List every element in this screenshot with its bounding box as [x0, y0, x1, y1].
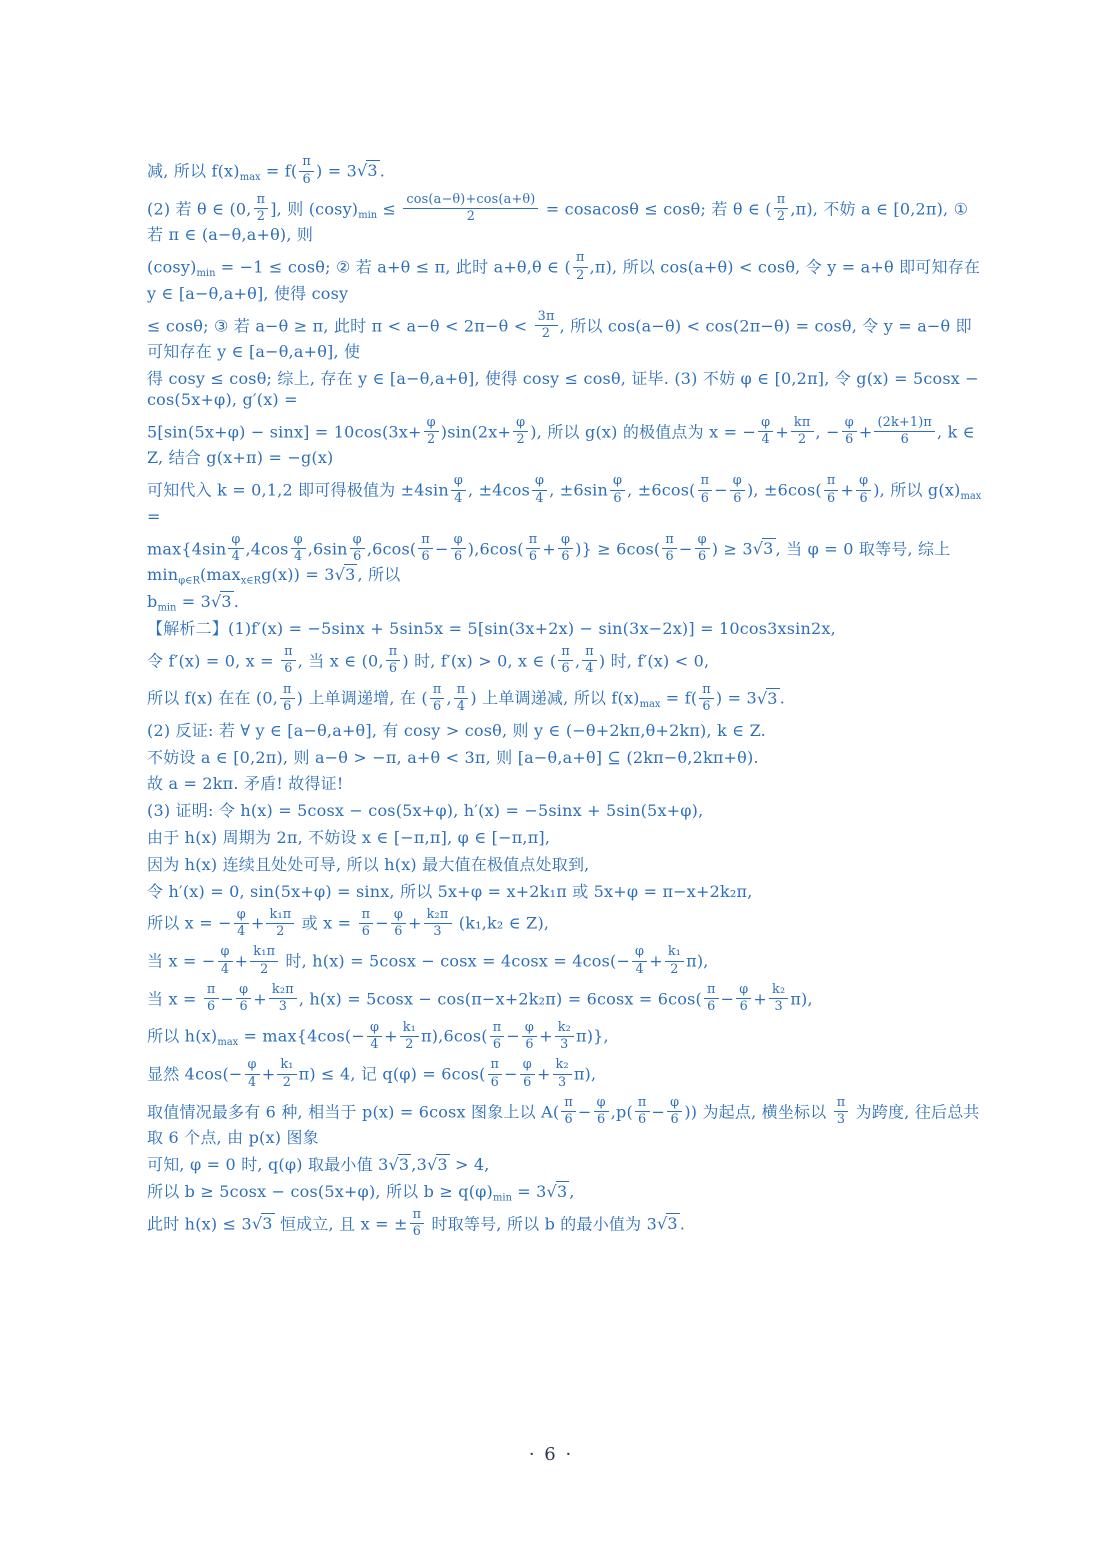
- text-line-5: 得 cosy ≤ cosθ; 综上, 存在 y ∈ [a−θ,a+θ], 使得 cosy ≤ cosθ, 证毕. (3) 不妨 φ ∈ [0,2π], 令 g(x) = 5cosx − cos(5x+φ), g′(x) =: [147, 369, 979, 409]
- text-line-22: 当 x = $\frac{\pi}{6}$ − $\frac{\varphi}{6}$ + $\frac{\text{k₂π}}{3}$ , h(x) = 5cosx − cos(π−x+2k₂π) = 6cosx = 6cos( $\frac{\pi}{6}$ − $\frac{\varphi}{6}$ + $\frac{\text{k₂}}{3}$ π),: [147, 982, 813, 1015]
- text-line-21: 当 x = − $\frac{\varphi}{4}$ + $\frac{\text{k₁π}}{2}$ 时, h(x) = 5cosx − cosx = 4cosx = 4cos(− $\frac{\varphi}{4}$ + $\frac{\text{k₁}}{2}$ π),: [147, 944, 709, 977]
- solution-text: [147, 156, 985, 1246]
- text-line-9: $b_{min} = 3√3$ .: [147, 591, 240, 614]
- text-line-11: 令 f′(x) = 0, x = $\frac{\pi}{6}$ , 当 x ∈ (0, $\frac{\pi}{6}$ ) 时, f′(x) > 0, x ∈ ( $\frac{\pi}{6}$ , $\frac{\pi}{4}$ ) 时, f′(x) < 0,: [147, 643, 710, 677]
- text-line-23: 所以 $h(x)_{max} = \max\{4\cos(-$ $\frac{\varphi}{4}$ + $\frac{\text{k₁}}{2}$ π),6cos( $\frac{\pi}{6}$ − $\frac{\varphi}{6}$ + $\frac{\text{k₂}}{3}$ π)},: [147, 1019, 609, 1053]
- text-line-28: 此时 h(x) ≤ 3√3 恒成立, 且 x = ± $\frac{\pi}{6}$ 时取等号, 所以 b 的最小值为 3√3 .: [147, 1207, 686, 1240]
- text-line-1: 减, 所以 $f(x)_{max} = f$( $\frac{\pi}{6}$ ) = 3√3 .: [147, 154, 386, 187]
- text-line-14: 不妨设 a ∈ [0,2π), 则 a−θ > −π, a+θ < 3π, 则 [a−θ,a+θ] ⊆ (2kπ−θ,2kπ+θ).: [147, 747, 759, 767]
- text-line-10: 【解析二】(1)f′(x) = −5sinx + 5sin5x = 5[sin(3x+2x) − sin(3x−2x)] = 10cos3xsin2x,: [147, 618, 836, 638]
- text-line-6: 5[sin(5x+φ) − sinx] = 10cos(3x+ $\frac{\varphi}{2}$ )sin(2x+ $\frac{\varphi}{2}$ ), 所以 g(x) 的极值点为 x = − $\frac{\varphi}{4}$ + $\frac{k\pi}{2}$ , − $\frac{\varphi}{6}$ + $\frac{(2k+1)\pi}{6}$ , k ∈ Z, 结合 g(x+π) = −g(x): [147, 414, 975, 468]
- text-line-7: 可知代入 k = 0,1,2 即可得极值为 ±4sin $\frac{\varphi}{4}$ , ±4cos $\frac{\varphi}{4}$ , ±6sin $\frac{\varphi}{6}$ , ±6cos( $\frac{\pi}{6}$ − $\frac{\varphi}{6}$ ), ±6cos( $\frac{\pi}{6}$ + $\frac{\varphi}{6}$ ), 所以 $g(x)_{max}$ =: [147, 473, 982, 526]
- text-line-16: (3) 证明: 令 h(x) = 5cosx − cos(5x+φ), h′(x) = −5sinx + 5sin(5x+φ),: [147, 801, 704, 821]
- page-number: · 6 ·: [528, 1444, 574, 1465]
- text-line-19: 令 h′(x) = 0, sin(5x+φ) = sinx, 所以 5x+φ = x+2k₁π 或 5x+φ = π−x+2k₂π,: [147, 881, 753, 901]
- text-line-4: ≤ cosθ; ③ 若 a−θ ≥ π, 此时 π < a−θ < 2π−θ < $\frac{3\pi}{2}$ , 所以 cos(a−θ) < cos(2π−θ) = cosθ, 令 y = a−θ 即可知存在 y ∈ [a−θ,a+θ], 使: [147, 308, 972, 362]
- text-line-20: 所以 x = − $\frac{\varphi}{4}$ + $\frac{\text{k₁π}}{2}$ 或 x = $\frac{\pi}{6}$ − $\frac{\varphi}{6}$ + $\frac{\text{k₂π}}{3}$ (k₁,k₂ ∈ Z),: [147, 906, 550, 940]
- text-line-3: $(\cos y)_{min} = -1 \le \cos\theta$; ② 若 a+θ ≤ π, 此时 a+θ,θ ∈ ( $\frac{\pi}{2}$ ,π), 所以 cos(a+θ) < cosθ, 令 y = a+θ 即可知存在 y ∈ [a−θ,a+θ], 使得 cosy: [147, 250, 981, 303]
- text-line-15: 故 a = 2kπ. 矛盾! 故得证!: [147, 774, 344, 794]
- text-line-12: 所以 f(x) 在在 (0, $\frac{\pi}{6}$ ) 上单调递增, 在 ( $\frac{\pi}{6}$ , $\frac{\pi}{4}$ ) 上单调递减, 所以 $f(x)_{max} = f$( $\frac{\pi}{6}$ ) = 3√3 .: [147, 681, 785, 714]
- text-line-27: 所以 b ≥ 5cosx − cos(5x+φ), 所以 $b \ge q(\varphi)_{min} = 3√3$ ,: [147, 1181, 575, 1204]
- text-line-18: 因为 h(x) 连续且处处可导, 所以 h(x) 最大值在极值点处取到,: [147, 854, 590, 874]
- text-line-24: 显然 4cos(− $\frac{\varphi}{4}$ + $\frac{\text{k₁}}{2}$ π) ≤ 4, 记 q(φ) = 6cos( $\frac{\pi}{6}$ − $\frac{\varphi}{6}$ + $\frac{\text{k₂}}{3}$ π),: [147, 1057, 597, 1090]
- text-line-26: 可知, φ = 0 时, q(φ) 取最小值 3√3 ,3√3 > 4,: [147, 1155, 490, 1175]
- text-line-17: 由于 h(x) 周期为 2π, 不妨设 x ∈ [−π,π], φ ∈ [−π,π],: [147, 828, 551, 848]
- text-line-13: (2) 反证: 若 ∀ y ∈ [a−θ,a+θ], 有 cosy > cosθ, 则 y ∈ (−θ+2kπ,θ+2kπ), k ∈ Z.: [147, 720, 766, 740]
- text-line-8: max{4sin $\frac{\varphi}{4}$ ,4cos $\frac{\varphi}{4}$ ,6sin $\frac{\varphi}{6}$ ,6cos( $\frac{\pi}{6}$ − $\frac{\varphi}{6}$ ),6cos( $\frac{\pi}{6}$ + $\frac{\varphi}{6}$ )} ≥ 6cos( $\frac{\pi}{6}$ − $\frac{\varphi}{6}$ ) ≥ 3√3 , 当 φ = 0 取等号, 综上 $\min_{\varphi\in R}(\max_{x\in R}g(x)) = 3√3$ , 所以: [147, 531, 951, 587]
- text-line-2: (2) 若 θ ∈ (0, $\frac{\pi}{2}$ ], 则 $(\cos y)_{min}$ ≤ $\frac{\cos(a-\theta)+\cos(a+\theta)}{2}$ = cosacosθ ≤ cosθ; 若 θ ∈ ( $\frac{\pi}{2}$ ,π), 不妨 a ∈ [0,2π), ① 若 π ∈ (a−θ,a+θ), 则: [147, 192, 969, 245]
- text-line-25: 取值情况最多有 6 种, 相当于 p(x) = 6cosx 图象上以 A( $\frac{\pi}{6}$ − $\frac{\varphi}{6}$ ,p( $\frac{\pi}{6}$ − $\frac{\varphi}{6}$ )) 为起点, 横坐标以 $\frac{\pi}{3}$ 为跨度, 往后总共取 6 个点, 由 p(x) 图象: [147, 1095, 980, 1148]
